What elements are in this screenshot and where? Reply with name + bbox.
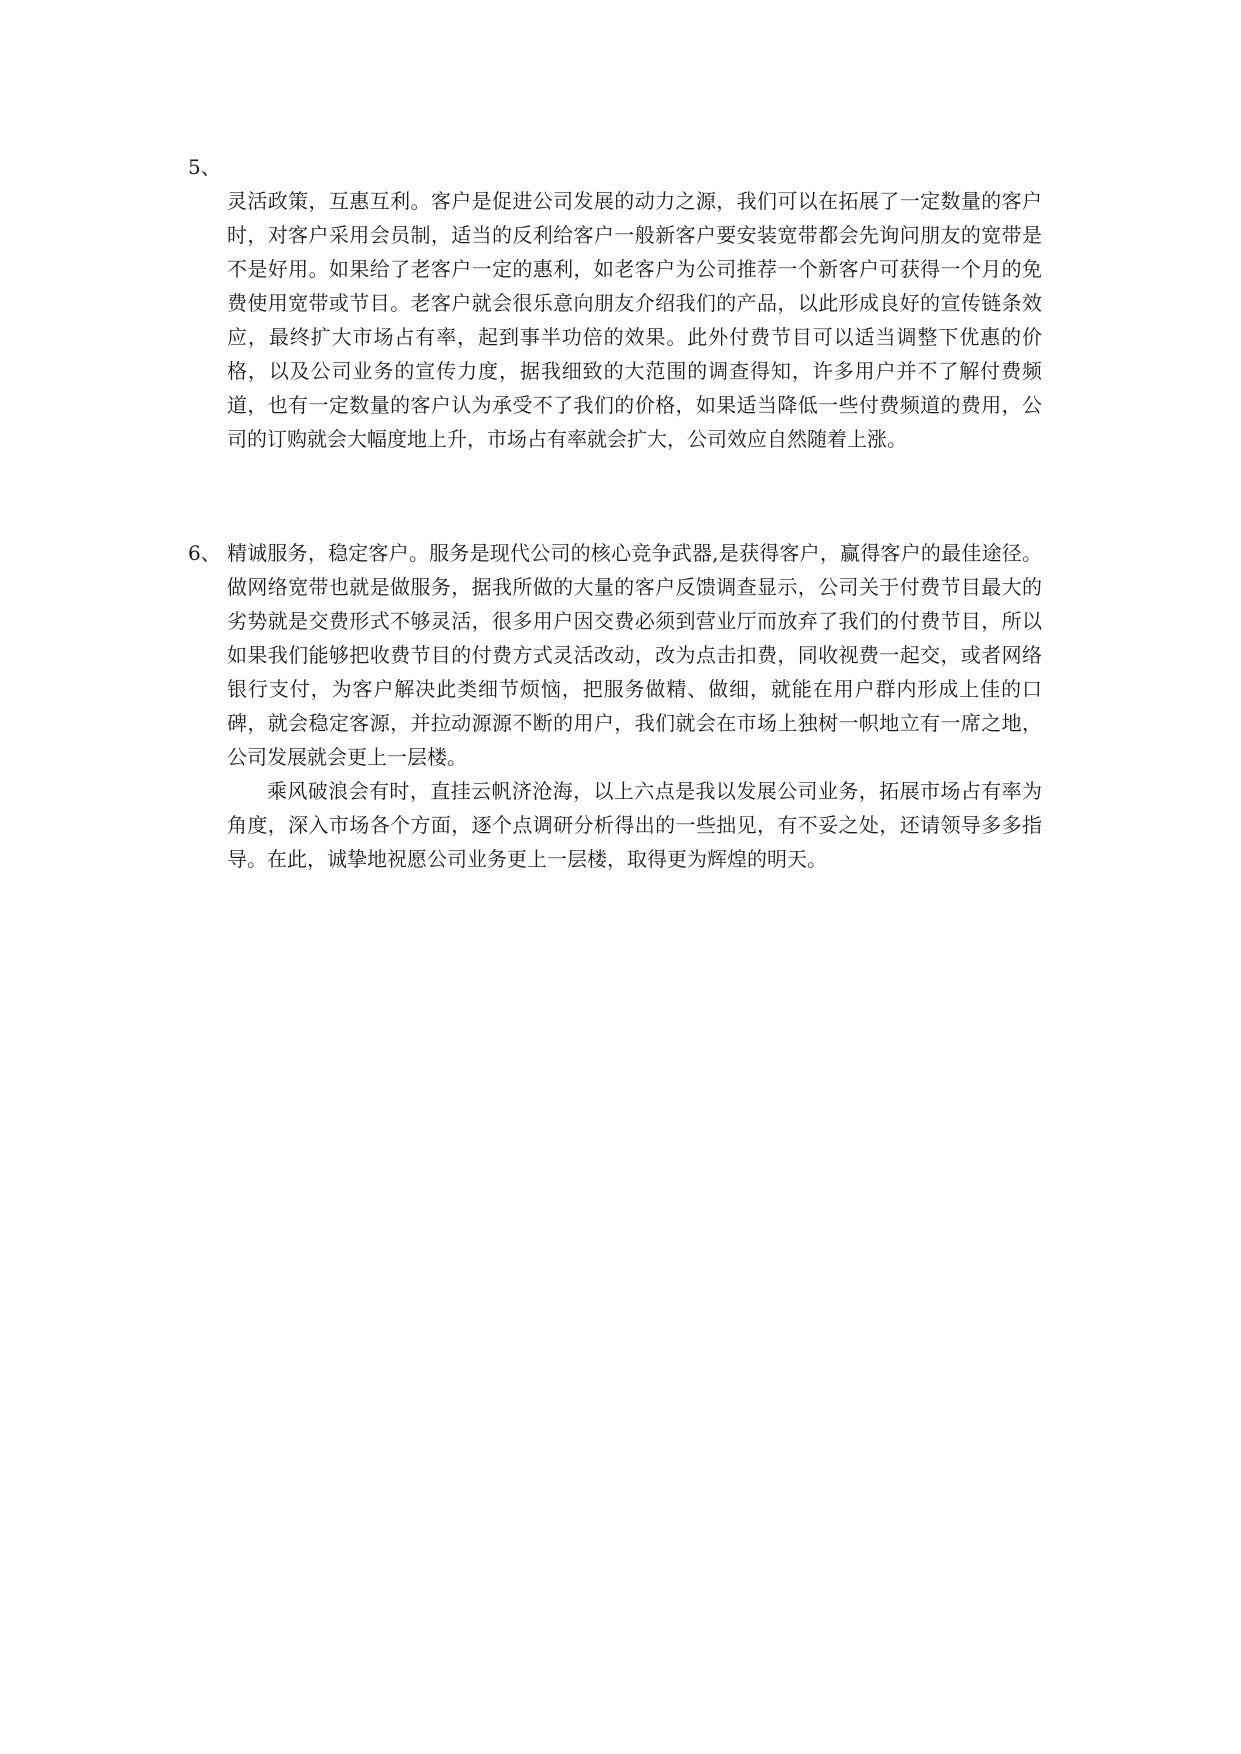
item-6-paragraph: 精诚服务，稳定客户。服务是现代公司的核心竞争武器,是获得客户，赢得客户的最佳途径。做网络宽带也就是做服务，据我所做的大量的客户反馈调查显示，公司关于付费节目最大的劣势就是交费形式不够灵活，很多用户因交费必须到营业厅而放弃了我们的付费节目，所以如果我们能够把收费节目的付费方式灵活改动，改为点击扣费，同收视费一起交，或者网络银行支付，为客户解决此类细节烦恼，把服务做精、做细，就能在用户群内形成上佳的口碑，就会稳定客源，并拉动源源不断的用户，我们就会在市场上独树一帜地立有一席之地，公司发展就会更上一层楼。 [227,541,1042,769]
item-5-paragraph: 灵活政策，互惠互利。客户是促进公司发展的动力之源，我们可以在拓展了一定数量的客户时，对客户采用会员制，适当的反利给客户一般新客户要安装宽带都会先询问朋友的宽带是不是好用。如果给了老客户一定的惠利，如老客户为公司推荐一个新客户可获得一个月的免费使用宽带或节目。老客户就会很乐意向朋友介绍我们的产品，以此形成良好的宣传链条效应，最终扩大市场占有率，起到事半功倍的效果。此外付费节目可以适当调整下优惠的价格，以及公司业务的宣传力度，据我细致的大范围的调查得知，许多用户并不了解付费频道，也有一定数量的客户认为承受不了我们的价格，如果适当降低一些付费频道的费用，公司的订购就会大幅度地上升，市场占有率就会扩大，公司效应自然随着上涨。 [227,189,1042,451]
conclusion-paragraph: 乘风破浪会有时，直挂云帆济沧海，以上六点是我以发展公司业务，拓展市场占有率为角度，深入市场各个方面，逐个点调研分析得出的一些拙见，有不妥之处，还请领导多多指导。在此，诚挚地祝愿公司业务更上一层楼，取得更为辉煌的明天。 [227,779,1042,871]
item-5-number: 5、 [188,155,221,179]
item-6-number: 6、 [188,541,221,565]
